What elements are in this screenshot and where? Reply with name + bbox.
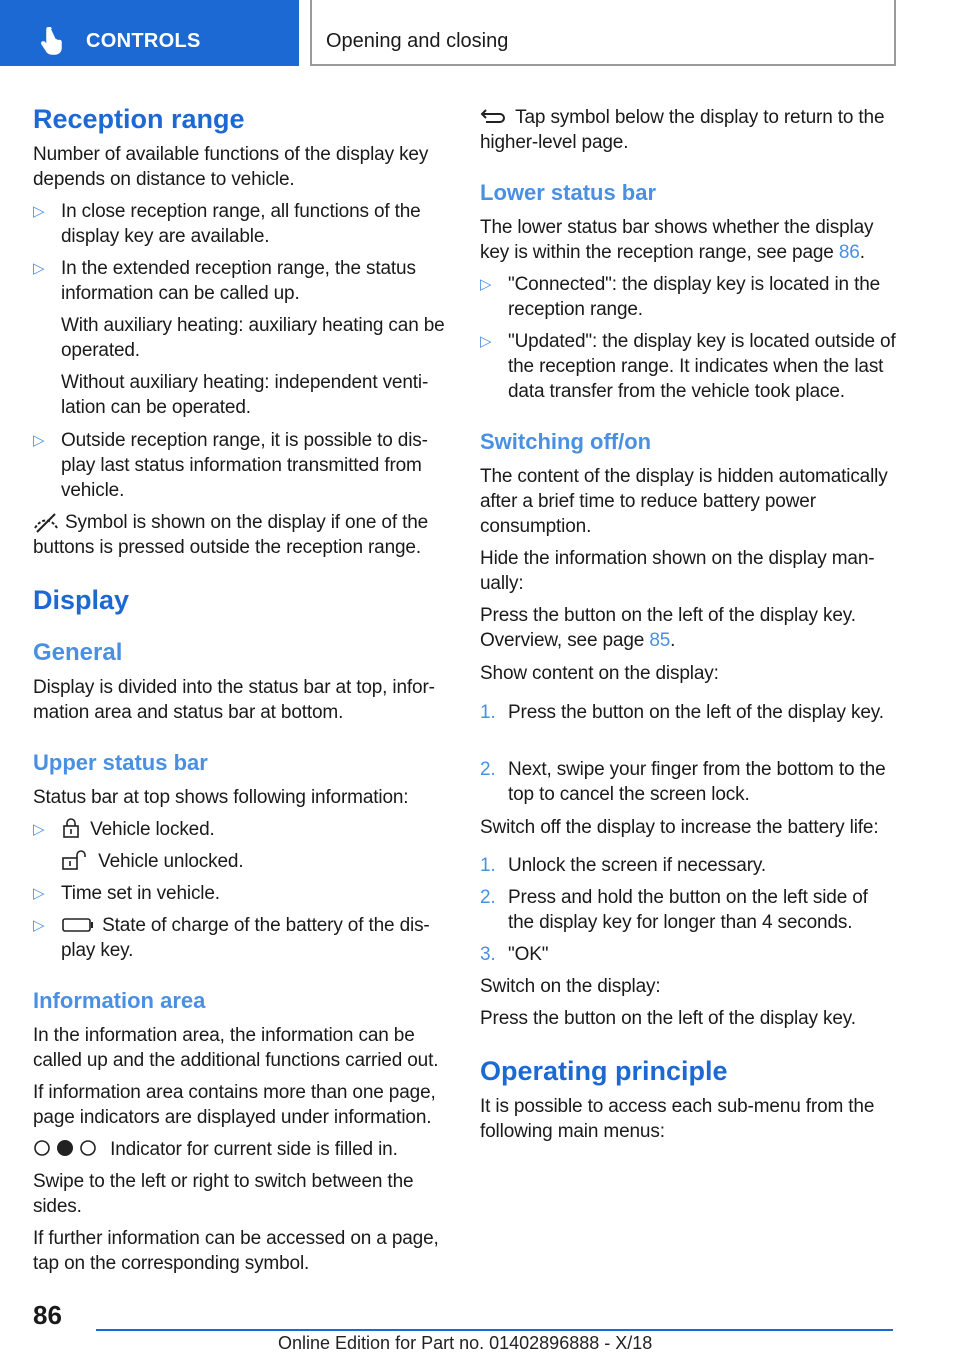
chapter-header xyxy=(310,0,896,66)
section-tab[interactable] xyxy=(0,0,299,66)
footer-edition: Online Edition for Part no. 01402896888 - X/18 xyxy=(278,1333,653,1353)
triangle-bullet-icon: ▷ xyxy=(33,203,45,220)
list-note: Vehicle unlocked. xyxy=(33,849,447,874)
list-note: With auxiliary heating: auxiliary heating can be operated. xyxy=(61,315,445,361)
page-number: 86 xyxy=(33,1300,62,1330)
battery-icon xyxy=(61,916,95,934)
triangle-bullet-icon: ▷ xyxy=(33,432,45,449)
general-text: Display is divided into the status bar at top, information area and status bar at bottom. xyxy=(33,677,435,723)
triangle-bullet-icon: ▷ xyxy=(33,917,45,934)
information-text-1: In the information area, the information can be called up and the additional functions carried out. xyxy=(33,1025,439,1071)
out-of-range-icon xyxy=(33,512,59,534)
numbered-item: 1. Press the button on the left of the display key. xyxy=(480,702,884,723)
back-arrow-icon xyxy=(480,108,506,126)
list-item: ▷ "Updated": the display key is located outside of the reception range. It indicates when the last data transfer from the vehicle took place. xyxy=(480,331,896,402)
show-content-text: Show content on the display: xyxy=(480,663,719,684)
triangle-bullet-icon: ▷ xyxy=(33,260,45,277)
switch-off-text: Switch off the display to increase the battery life: xyxy=(480,817,879,838)
numbered-item: 1. Unlock the screen if necessary. xyxy=(480,855,766,876)
unlock-icon xyxy=(61,850,89,870)
triangle-bullet-icon: ▷ xyxy=(33,885,45,902)
display-heading: Display xyxy=(33,585,130,615)
reception-heading: Reception range xyxy=(33,104,245,134)
indicator-line: Indicator for current side is filled in. xyxy=(33,1137,447,1162)
out-of-range-text: Symbol is shown on the display if one of the buttons is pressed outside the reception range. xyxy=(33,512,429,558)
list-item: ▷ In the extended reception range, the status information can be called up. xyxy=(33,258,416,304)
switch-on-text: Switch on the display: xyxy=(480,976,661,997)
operating-principle-text: It is possible to access each sub-menu from the following main menus: xyxy=(480,1096,875,1142)
page-link[interactable]: 86 xyxy=(838,242,860,263)
upper-status-heading: Upper status bar xyxy=(33,750,208,775)
list-note: Without auxiliary heating: independent ventilation can be operated. xyxy=(61,372,429,418)
switching-text-2: Hide the information shown on the display manually: xyxy=(480,548,875,594)
numbered-item: 3. "OK" xyxy=(480,944,549,965)
back-symbol-text: Tap symbol below the display to return to the higher-level page. xyxy=(480,107,885,153)
information-text-2: If information area contains more than one page, page indicators are displayed under information. xyxy=(33,1082,436,1128)
triangle-bullet-icon: ▷ xyxy=(480,276,492,293)
triangle-bullet-icon: ▷ xyxy=(33,821,45,838)
further-info-text: If further information can be accessed on a page, tap on the corresponding symbol. xyxy=(33,1228,439,1274)
lower-status-text: The lower status bar shows whether the display key is within the reception range, see page 86. xyxy=(480,217,874,263)
list-item: ▷ In close reception range, all functions of the display key are available. xyxy=(33,201,421,247)
information-area-heading: Information area xyxy=(33,988,206,1013)
swipe-text: Swipe to the left or right to switch between the sides. xyxy=(33,1171,414,1217)
numbered-item: 2. Next, swipe your finger from the bottom to the top to cancel the screen lock. xyxy=(480,759,886,805)
operating-principle-heading: Operating principle xyxy=(480,1056,728,1086)
switching-text-1: The content of the display is hidden automatically after a brief time to reduce battery power consumption. xyxy=(480,466,888,537)
chapter-title: Opening and closing xyxy=(326,30,509,52)
switch-on-detail: Press the button on the left of the display key. xyxy=(480,1008,856,1029)
upper-status-text: Status bar at top shows following information: xyxy=(33,787,409,808)
list-item: ▷ Outside reception range, it is possible to display last status information transmitted from vehicle. xyxy=(33,430,428,501)
numbered-item: 2. Press and hold the button on the left side of the display key for longer than 4 seconds. xyxy=(480,887,868,933)
lock-icon xyxy=(61,818,81,838)
lower-status-heading: Lower status bar xyxy=(480,180,657,205)
page-indicator-icon xyxy=(33,1138,99,1158)
list-item: ▷ Vehicle locked. xyxy=(33,819,215,840)
page-link[interactable]: 85 xyxy=(649,630,671,651)
hand-icon xyxy=(40,27,66,55)
section-label: CONTROLS xyxy=(86,30,201,52)
switching-heading: Switching off/on xyxy=(480,429,652,454)
list-item: ▷ "Connected": the display key is located in the reception range. xyxy=(480,274,881,320)
triangle-bullet-icon: ▷ xyxy=(480,333,492,350)
footer-divider xyxy=(96,1329,893,1331)
general-heading: General xyxy=(33,639,123,666)
switching-text-3: Press the button on the left of the display key. Overview, see page 85. xyxy=(480,605,856,651)
list-item: ▷ State of charge of the battery of the display key. xyxy=(33,915,430,961)
list-item: ▷ Time set in vehicle. xyxy=(33,883,220,904)
reception-intro: Number of available functions of the display key depends on distance to vehicle. xyxy=(33,144,429,190)
